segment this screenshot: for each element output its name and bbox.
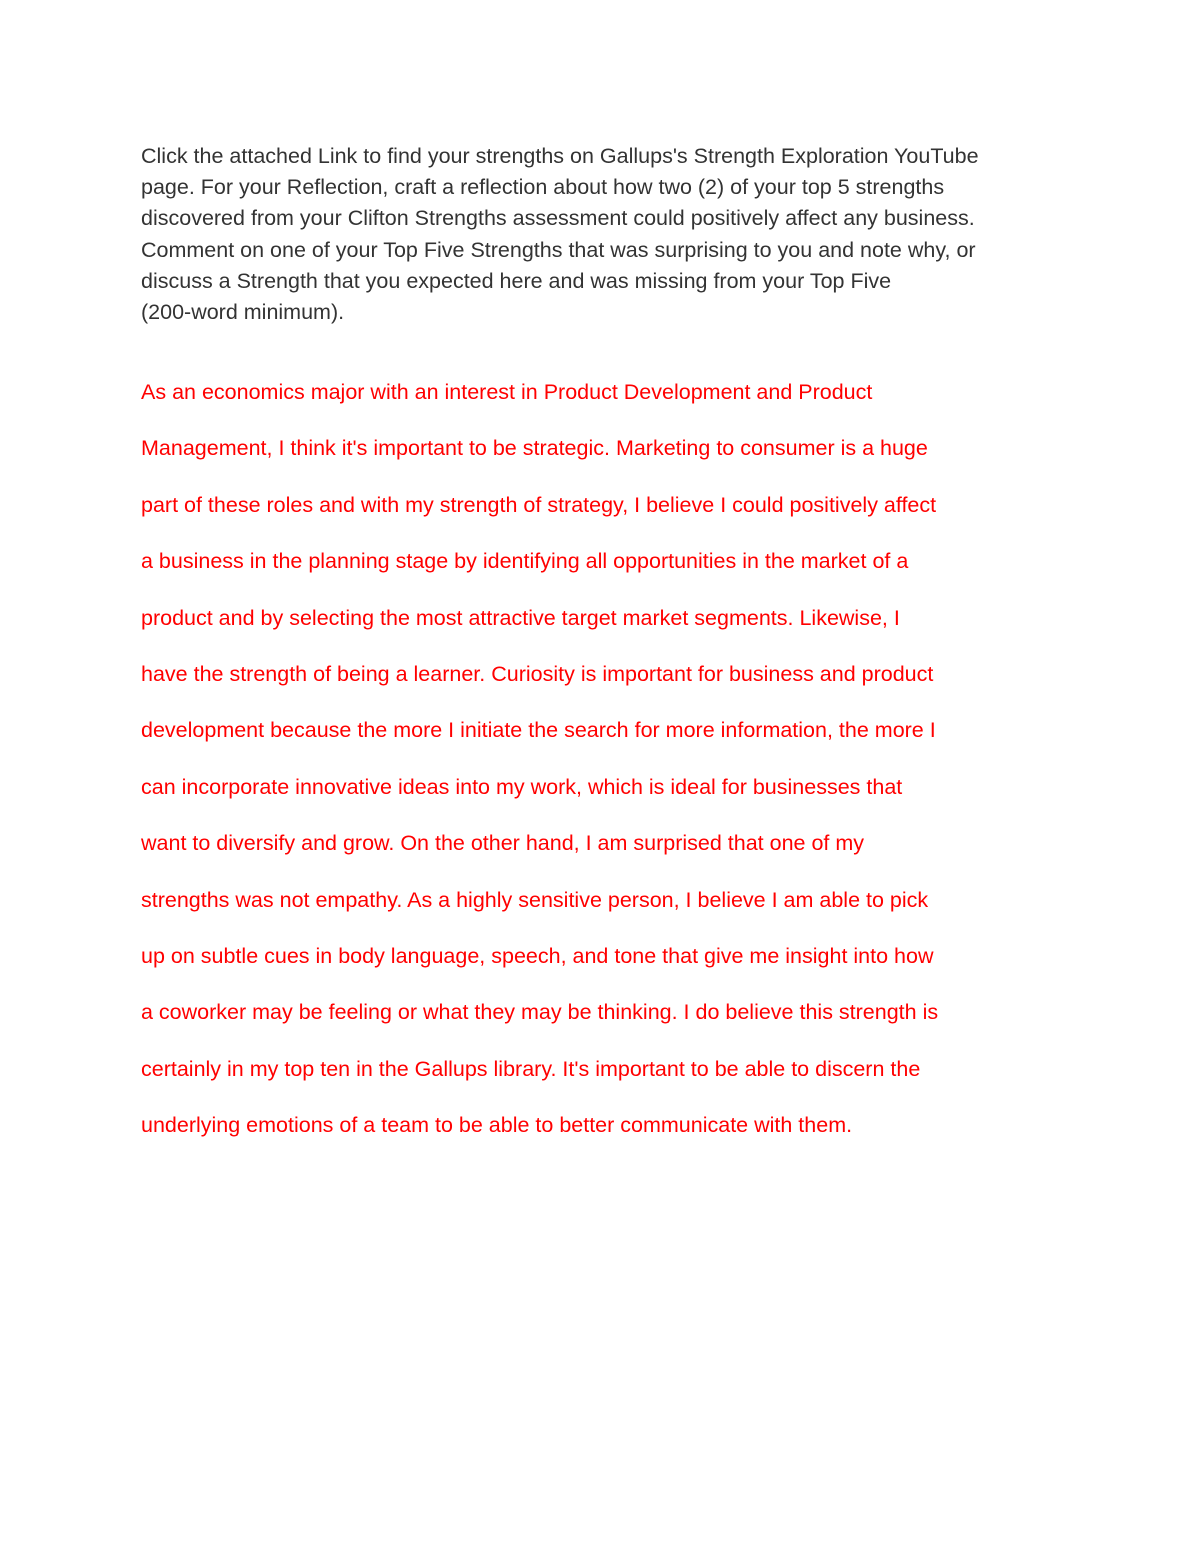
response-line: development because the more I initiate the search for more information, the more I	[141, 718, 936, 743]
response-line: part of these roles and with my strength of strategy, I believe I could positively affect	[141, 492, 937, 517]
prompt-line: discuss a Strength that you expected here and was missing from your Top Five	[141, 268, 892, 293]
assignment-prompt	[141, 141, 1071, 328]
prompt-line: Click the attached Link to find your strengths on Gallups's Strength Exploration YouTube	[141, 144, 979, 168]
response-line: want to diversify and grow. On the other hand, I am surprised that one of my	[141, 831, 865, 856]
response-line: have the strength of being a learner. Curiosity is important for business and product	[141, 662, 934, 687]
response-line: Management, I think it's important to be strategic. Marketing to consumer is a huge	[141, 436, 928, 461]
response-line: product and by selecting the most attractive target market segments. Likewise, I	[141, 605, 900, 630]
response-line: certainly in my top ten in the Gallups library. It's important to be able to discern the	[141, 1056, 921, 1081]
prompt-line: Comment on one of your Top Five Strengths that was surprising to you and note why, or	[141, 237, 976, 262]
response-line: up on subtle cues in body language, speech, and tone that give me insight into how	[141, 944, 934, 969]
response-line: can incorporate innovative ideas into my work, which is ideal for businesses that	[141, 774, 903, 799]
prompt-line: (200-word minimum).	[141, 300, 345, 325]
student-response	[141, 364, 1071, 1154]
response-line: strengths was not empathy. As a highly sensitive person, I believe I am able to pick	[141, 887, 929, 912]
response-line: a coworker may be feeling or what they may be thinking. I do believe this strength is	[141, 1000, 939, 1025]
prompt-line: discovered from your Clifton Strengths assessment could positively affect any business.	[141, 206, 975, 231]
response-line: As an economics major with an interest in Product Development and Product	[141, 380, 873, 404]
response-line: a business in the planning stage by identifying all opportunities in the market of a	[141, 549, 909, 574]
response-line: underlying emotions of a team to be able to better communicate with them.	[141, 1113, 853, 1138]
prompt-line: page. For your Reflection, craft a reflection about how two (2) of your top 5 strengths	[141, 175, 945, 200]
